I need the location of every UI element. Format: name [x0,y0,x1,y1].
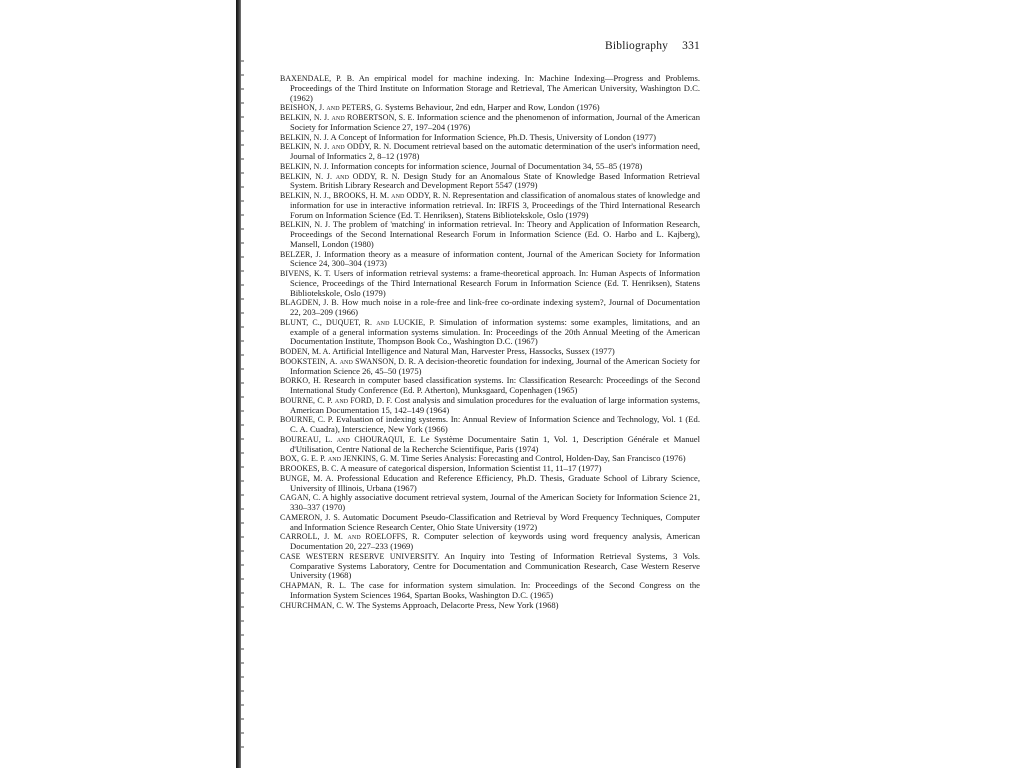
bibliography-entry [280,220,700,249]
entry-text: Information concepts for information science, Journal of Documentation 34, 55–85 (1978) [328,160,643,171]
entry-text: Cost analysis and simulation procedures for the evaluation of large information systems, American Documentation 15, 142–149 (1964) [290,394,700,415]
book-page [280,38,700,728]
entry-text: Systems Behaviour, 2nd edn, Harper and Row, London (1976) [382,102,600,113]
entry-author: BELKIN, N. J. [280,132,329,142]
entry-author: BORKO, H. [280,376,321,386]
bibliography-entry [280,142,700,162]
entry-author: BOURNE, C. P. [280,415,334,425]
bibliography-entry [280,474,700,494]
entry-author: BODEN, M. A. [280,347,331,356]
entry-text: Research in computer based classification systems. In: Classification Research: Proceedings of the Second International Study Conference (Ed. P. Atherton), Munksgaard, Copenhagen (1965) [290,375,700,395]
bibliography-entry [280,269,700,298]
entry-text: An empirical model for machine indexing. In: Machine Indexing—Progress and Problems. Proceedings of the Third Institute on Information Storage and Retrieval, The American University, Washington D.C. (1962) [290,73,700,103]
entry-text: Simulation of information systems: some examples, limitations, and an example of a general information systems simulation. In: Proceedings of the 20th Annual Meeting of the American Documentation Institute, Thompson Book Co., Washington D.C. (1967) [290,316,700,347]
entry-author: BELKIN, N. J., BROOKS, H. M. and ODDY, R. N. [280,191,451,200]
entry-text: A Concept of Information for Information Science, Ph.D. Thesis, University of London (1977) [328,131,656,142]
running-head [605,40,700,52]
page-number: 331 [682,40,700,52]
entry-text: A measure of categorical dispersion, Information Scientist 11, 11–17 (1977) [338,463,602,473]
entry-author: BOOKSTEIN, A. and SWANSON, D. R. [280,356,416,366]
entry-text: A decision-theoretic foundation for indexing, Journal of the American Society for Information Science 26, 45–50 (1975) [290,355,700,376]
entry-text: Computer selection of keywords using word frequency analysis, American Documentation 20, 227–233 (1969) [290,531,700,551]
bibliography-entry [280,513,700,533]
entry-text: Time Series Analysis: Forecasting and Control, Holden-Day, San Francisco (1976) [399,453,686,464]
entry-author: BEISHON, J. and PETERS, G. [280,103,383,113]
bibliography-entry [280,318,700,347]
entry-text: Le Système Documentaire Satin 1, Vol. 1, Description Générale et Manuel d'Utilisation, Centre National de la Recherche Scientifique, Paris (1974) [290,433,700,454]
entry-text: Document retrieval based on the automatic determination of the user's information need, Journal of Informatics 2, 8–12 (1978) [290,141,700,161]
bibliography-entry [280,601,700,611]
bibliography-entry [280,552,700,581]
entry-text: How much noise in a role-free and link-free co-ordinate indexing system?, Journal of Documentation 22, 203–209 (1966) [290,297,700,317]
bibliography-list [280,74,700,610]
entry-text: The case for information system simulation. In: Proceedings of the Second Congress on the Information System Sciences 1964, Spartan Books, Washington D.C. (1965) [290,580,700,600]
entry-text: Users of information retrieval systems: a frame-theoretical approach. In: Human Aspects of Information Science, Proceedings of the Third International Research Forum in Information Science (Ed. T. Henriksen), Statens Bibliotekskole, Oslo (1979) [290,268,700,298]
entry-author: BIVENS, K. T. [280,269,331,278]
entry-text: Representation and classification of anomalous states of knowledge and information for use in interactive information retrieval. In: IRFIS 3, Proceedings of the Third International Research Forum on Information Science (Ed. T. Henriksen), Statens Bibliotekskole, Oslo (1979) [290,190,700,220]
entry-author: BELKIN, N. J. [280,220,331,230]
entry-author: BROOKES, B. C. [280,464,339,473]
entry-author: BLUNT, C., DUQUET, R. and LUCKIE, P. [280,317,436,327]
bibliography-entry [280,415,700,435]
entry-text: The Systems Approach, Delacorte Press, New York (1968) [354,599,559,610]
bibliography-entry [280,191,700,220]
entry-author: BELKIN, N. J. and ROBERTSON, S. E. [280,113,415,122]
entry-text: A highly associative document retrieval system, Journal of the American Society for Information Science 21, 330–337 (1970) [290,492,700,512]
bibliography-entry [280,376,700,396]
entry-text: Evaluation of indexing systems. In: Annual Review of Information Science and Technology, Vol. 1 (Ed. C. A. Cuadra), Interscience, New York (1966) [290,414,700,434]
entry-author: CARROLL, J. M. and ROELOFFS, R. [280,532,420,542]
entry-text: The problem of 'matching' in information retrieval. In: Theory and Application of Information Research, Proceedings of the Second International Research Forum in Information Science (Ed. O. Harbo and L. Kajberg), Mansell, London (1980) [290,219,700,249]
bibliography-entry [280,396,700,416]
entry-text: Automatic Document Pseudo-Classification and Retrieval by Word Frequency Techniques, Computer and Information Science Research Center, Ohio State University (1972) [290,511,700,532]
bibliography-entry [280,298,700,318]
bibliography-entry [280,172,700,192]
bibliography-entry [280,74,700,103]
entry-author: BELKIN, N. J. and ODDY, R. N. [280,142,392,152]
bibliography-entry [280,532,700,552]
bibliography-entry [280,435,700,455]
bibliography-entry [280,581,700,601]
running-head-title: Bibliography [605,40,669,52]
entry-author: BELKIN, N. J. [280,161,329,171]
entry-text: Information theory as a measure of information content, Journal of the American Society for Information Science 24, 300–304 (1973) [290,248,700,269]
entry-author: CHURCHMAN, C. W. [280,600,355,610]
entry-author: BUNGE, M. A. [280,473,334,483]
bibliography-entry [280,357,700,377]
entry-author: CAMERON, J. S. [280,512,340,522]
entry-text: Artificial Intelligence and Natural Man, Harvester Press, Hassocks, Sussex (1977) [330,346,615,356]
entry-author: BOUREAU, L. and CHOURAQUI, E. [280,434,417,444]
entry-author: BLAGDEN, J. B. [280,298,339,308]
entry-text: Information science and the phenomenon of information, Journal of the American Society for Information Science 27, 197–204 (1976) [290,112,700,132]
entry-author: CAGAN, C. [280,493,321,503]
entry-author: BAXENDALE, P. B. [280,74,355,83]
bibliography-entry [280,113,700,133]
entry-author: BOX, G. E. P. and JENKINS, G. M. [280,454,400,464]
entry-text: An Inquiry into Testing of Information Retrieval Systems, 3 Vols. Comparative Systems Laboratory, Centre for Documentation and Communication Research, Case Western Reserve University (1968) [290,550,700,581]
entry-author: BELZER, J. [280,249,321,259]
entry-author: BOURNE, C. P. and FORD, D. F. [280,395,393,405]
entry-author: CHAPMAN, R. L. [280,581,347,590]
bibliography-entry [280,493,700,513]
bibliography-entry [280,250,700,270]
entry-author: CASE WESTERN RESERVE UNIVERSITY. [280,551,440,561]
scan-gutter-marks [241,60,244,760]
entry-author: BELKIN, N. J. and ODDY, R. N. [280,171,400,181]
entry-text: Design Study for an Anomalous State of Knowledge Based Information Retrieval System. British Library Research and Development Report 5547 (1979) [290,170,700,191]
entry-text: Professional Education and Reference Efficiency, Ph.D. Thesis, Graduate School of Library Science, University of Illinois, Urbana (1967) [290,472,700,493]
